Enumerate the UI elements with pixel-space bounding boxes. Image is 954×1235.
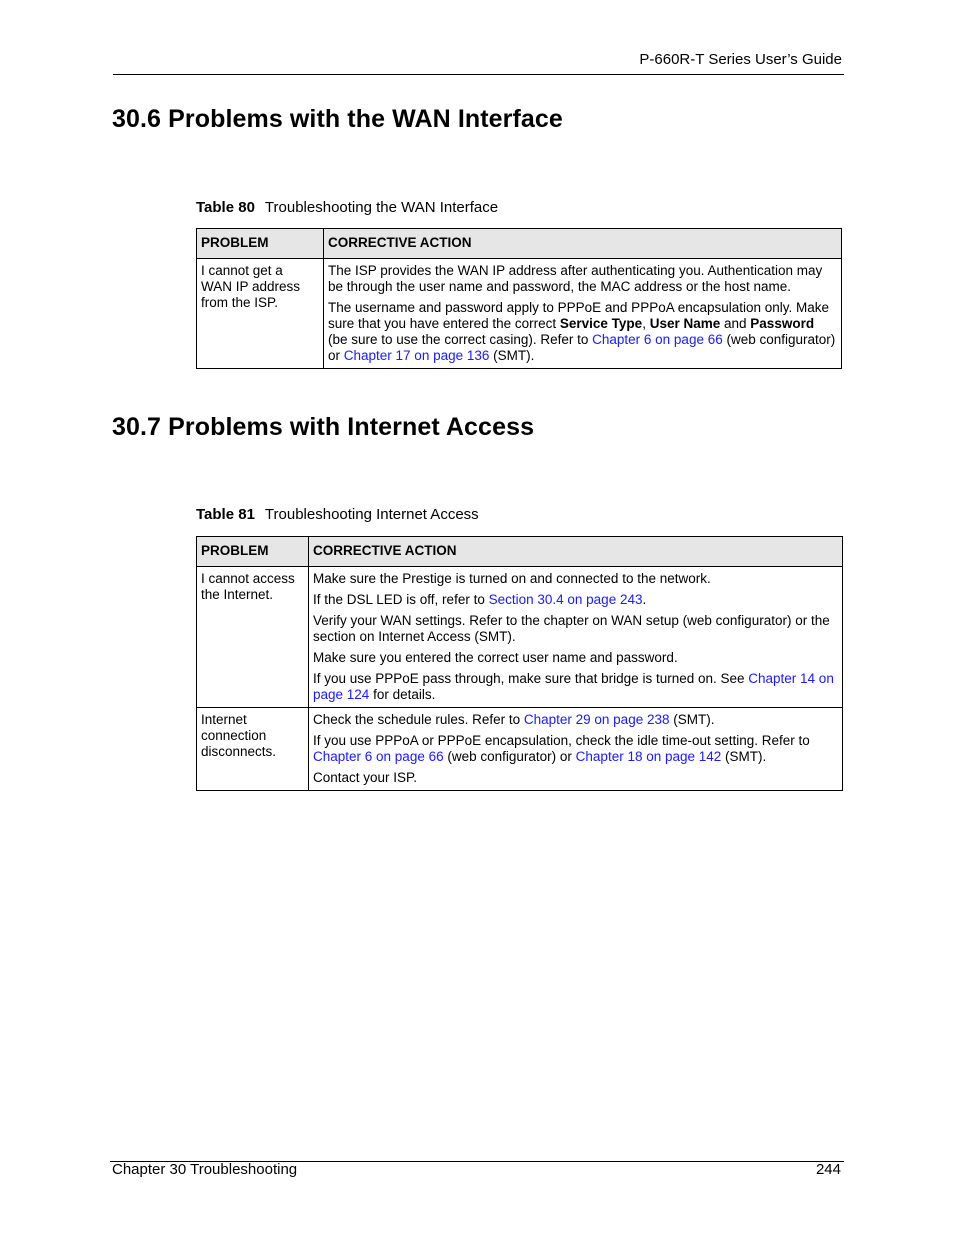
text-run: for details. <box>369 687 436 702</box>
problem-line: from the ISP. <box>201 295 279 310</box>
action-cell <box>309 708 843 791</box>
table-80-title: Troubleshooting the WAN Interface <box>264 199 499 216</box>
table-81-label: Table 81 <box>196 506 255 523</box>
problem-cell <box>197 567 309 708</box>
table-80-label: Table 80 <box>196 199 255 216</box>
chapter-link[interactable]: Chapter 6 on page 66 <box>592 332 723 347</box>
text-run: If the DSL LED is off, refer to <box>313 592 489 607</box>
text-run: (web configurator) or <box>443 749 576 764</box>
text-run: , <box>642 316 650 331</box>
problem-line: disconnects. <box>201 744 277 759</box>
table-81-title: Troubleshooting Internet Access <box>264 506 479 523</box>
header-rule <box>113 74 844 75</box>
action-cell <box>324 259 842 369</box>
text-run: Check the schedule rules. Refer to <box>313 712 524 727</box>
action-paragraph <box>328 300 837 364</box>
chapter-link[interactable]: Chapter 6 on page 66 <box>313 749 444 764</box>
table-80-caption <box>196 199 498 216</box>
table-header-row <box>197 229 842 259</box>
text-run: (be sure to use the correct casing). Refer to <box>328 332 593 347</box>
text-run: and <box>720 316 751 331</box>
table-row <box>197 259 842 369</box>
text-run: . <box>642 592 647 607</box>
footer-chapter: Chapter 30 Troubleshooting <box>112 1161 298 1178</box>
page-number: 244 <box>815 1161 841 1178</box>
bold-term: Service Type <box>559 316 643 331</box>
col-header-problem: PROBLEM <box>197 229 324 259</box>
text-run: (SMT). <box>721 749 767 764</box>
action-paragraph: Make sure the Prestige is turned on and connected to the network. <box>313 571 711 586</box>
action-paragraph: The ISP provides the WAN IP address after authenticating you. Authentication may be through the user name and password, the MAC address or the host name. <box>328 263 823 294</box>
action-paragraph: Verify your WAN settings. Refer to the chapter on WAN setup (web configurator) or the section on Internet Access (SMT). <box>313 613 830 644</box>
text-run: If you use PPPoE pass through, make sure that bridge is turned on. See <box>313 671 749 686</box>
text-run: (web configurator) or <box>328 332 836 363</box>
text-run: The username and password apply to PPPoE and PPPoA encapsulation only. Make sure that you have entered the correct <box>328 300 830 331</box>
text-run: (SMT). <box>669 712 715 727</box>
chapter-link[interactable]: Chapter 14 on page 124 <box>313 671 834 702</box>
action-paragraph: Make sure you entered the correct user name and password. <box>313 650 678 665</box>
problem-cell <box>197 259 324 369</box>
col-header-action: CORRECTIVE ACTION <box>324 229 842 259</box>
section-heading-wan: 30.6 Problems with the WAN Interface <box>112 105 563 133</box>
chapter-link[interactable]: Chapter 29 on page 238 <box>523 712 670 727</box>
col-header-action: CORRECTIVE ACTION <box>309 537 843 567</box>
action-paragraph <box>313 712 838 728</box>
action-paragraph <box>313 592 838 608</box>
bold-term: Password <box>750 316 815 331</box>
running-header-title: P-660R-T Series User’s Guide <box>639 51 842 68</box>
problem-line: I cannot get a <box>201 263 283 278</box>
col-header-problem: PROBLEM <box>197 537 309 567</box>
bold-term: User Name <box>649 316 721 331</box>
text-run: (SMT). <box>489 348 535 363</box>
text-run: If you use PPPoA or PPPoE encapsulation, check the idle time-out setting. Refer to <box>313 733 810 748</box>
chapter-link[interactable]: Chapter 18 on page 142 <box>575 749 722 764</box>
problem-line: connection <box>201 728 267 743</box>
table-row <box>197 708 843 791</box>
table-row <box>197 567 843 708</box>
table-internet-troubleshooting <box>196 536 843 791</box>
section-link[interactable]: Section 30.4 on page 243 <box>488 592 643 607</box>
problem-cell <box>197 708 309 791</box>
action-paragraph <box>313 671 838 703</box>
table-81-caption <box>196 506 479 523</box>
problem-line: Internet <box>201 712 247 727</box>
problem-line: WAN IP address <box>201 279 301 294</box>
problem-line: I cannot access <box>201 571 295 586</box>
table-wan-troubleshooting <box>196 228 842 369</box>
action-paragraph: Contact your ISP. <box>313 770 418 785</box>
chapter-link[interactable]: Chapter 17 on page 136 <box>343 348 490 363</box>
action-paragraph <box>313 733 838 765</box>
table-header-row <box>197 537 843 567</box>
action-cell <box>309 567 843 708</box>
problem-line: the Internet. <box>201 587 274 602</box>
section-heading-internet: 30.7 Problems with Internet Access <box>112 413 535 441</box>
